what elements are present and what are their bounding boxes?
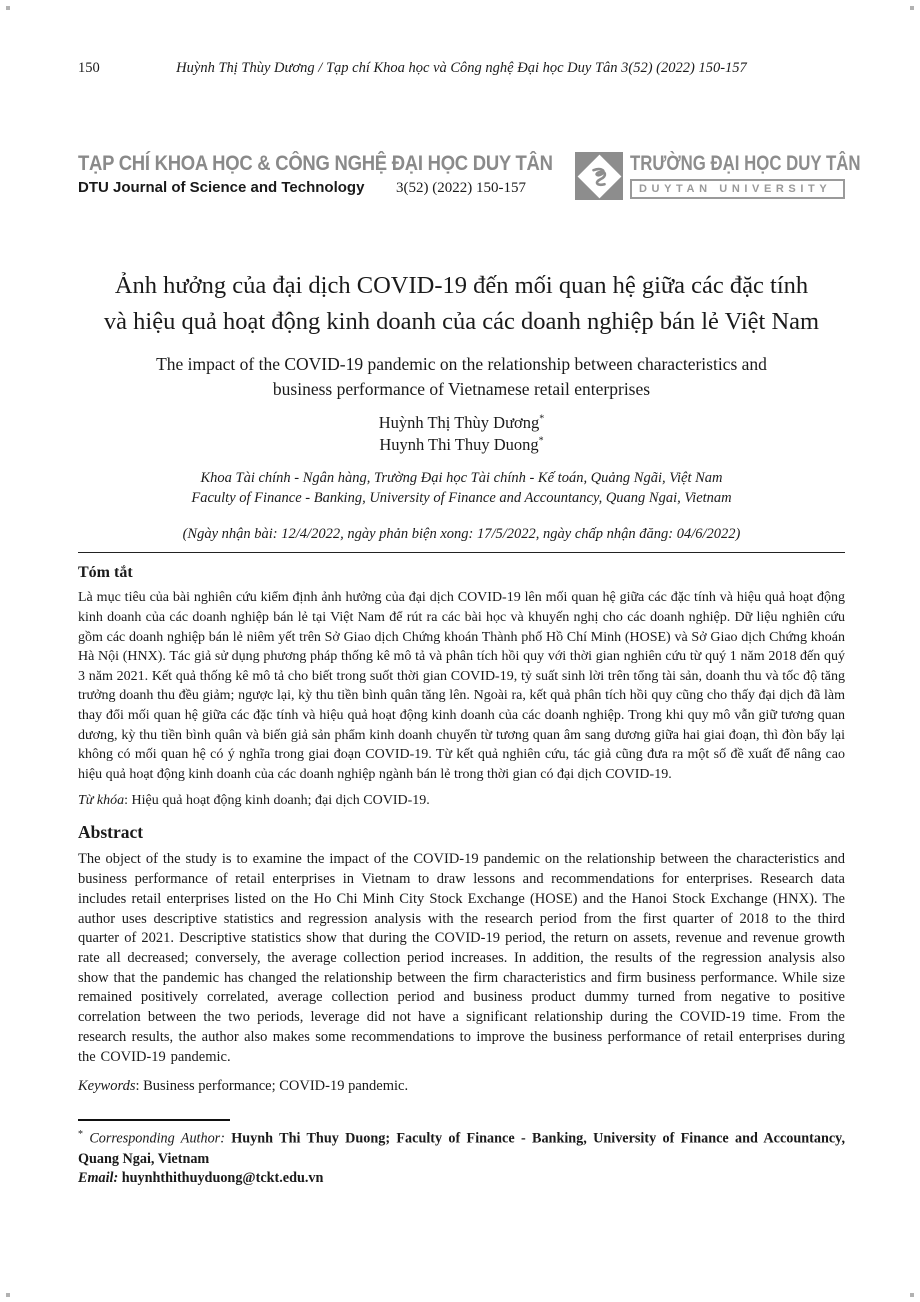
- article-title-vn: [78, 268, 845, 339]
- keywords-text: : Business performance; COVID-19 pandemic.: [135, 1078, 409, 1095]
- article-title-en: [78, 352, 845, 403]
- author-asterisk: *: [539, 413, 545, 425]
- author-asterisk: *: [538, 435, 544, 447]
- journal-name-vn: TẠP CHÍ KHOA HỌC & CÔNG NGHỆ ĐẠI HỌC DUY TÂN: [78, 152, 553, 175]
- dates-line: (Ngày nhận bài: 12/4/2022, ngày phản biện xong: 17/5/2022, ngày chấp nhận đăng: 04/6/2022): [182, 526, 741, 543]
- dtu-logo-monogram: [587, 164, 611, 188]
- article-title-en-line1: The impact of the COVID-19 pandemic on the relationship between characteristics and: [156, 354, 767, 375]
- abstract-body: The object of the study is to examine the impact of the COVID-19 pandemic on the relationship between the characteristics and business performance of retail enterprises in Vietnam to draw lessons and recommendations for enterprises. Research data includes retail enterprises listed on the Ho Chi Minh City Stock Exchange (HOSE) and the Hanoi Stock Exchange (HNX). The author uses descriptive statistics and regression analysis with the research period from the first quarter of 2018 to the third quarter of 2021. Descriptive statistics show that during the COVID-19 period, the return on assets, revenue and revenue growth rate all decreased; conversely, the average collection period increases. In addition, the results of the regression analysis also show that the pandemic has changed the relationship between the firm characteristics and firm business performance. While size remained positively correlated, average collection period and business product dummy turned from negative to positive correlation between the two periods, leverage did not have a significant relationship during the COVID-19 time. From the research results, the author also makes some recommendations to improve the business performance of retail enterprises during the COVID-19 pandemic.: [78, 851, 845, 1065]
- article-title-en-line2: business performance of Vietnamese retail enterprises: [272, 379, 651, 400]
- running-header: [78, 60, 845, 80]
- university-name-box: DUYTAN UNIVERSITY: [630, 179, 845, 199]
- footnote: [78, 1128, 845, 1189]
- university-name-block: [630, 152, 861, 199]
- author-name-en: Huynh Thi Thuy Duong*: [379, 435, 544, 455]
- abstract-heading: Abstract: [78, 822, 144, 843]
- article-title-vn-line1: Ảnh hưởng của đại dịch COVID-19 đến mối quan hệ giữa các đặc tính: [114, 272, 809, 299]
- email-label: Email:: [78, 1170, 119, 1187]
- page-number: 150: [78, 60, 100, 76]
- scan-artifact: [910, 1293, 914, 1297]
- university-name: TRƯỜNG ĐẠI HỌC DUY TÂN: [630, 152, 861, 175]
- journal-name-en: DTU Journal of Science and Technology: [78, 179, 365, 196]
- journal-subline: [78, 179, 526, 197]
- email-value: huynhthithuyduong@tckt.edu.vn: [121, 1170, 324, 1187]
- header-rule: [78, 552, 845, 553]
- scan-artifact: [6, 1293, 10, 1297]
- author-name-vn: Huỳnh Thị Thùy Dương*: [378, 412, 545, 432]
- article-title-vn-line2: và hiệu quả hoạt động kinh doanh của các doanh nghiệp bán lẻ Việt Nam: [103, 307, 820, 335]
- dtu-logo-icon: [575, 152, 623, 200]
- keywords-label: Keywords: [78, 1078, 136, 1095]
- journal-name-block: [78, 152, 553, 197]
- tomtat-body: Là mục tiêu của bài nghiên cứu kiểm định ảnh hưởng của đại dịch COVID-19 lên mối quan hệ giữa các đặc tính và hiệu quả hoạt động kinh doanh của các doanh nghiệp bán lẻ tại Việt Nam để rút ra các bài học và khuyến nghị cho các doanh nghiệp. Dữ liệu nghiên cứu gồm các doanh nghiệp bán lẻ niêm yết trên Sở Giao dịch Chứng khoán Thành phố Hồ Chí Minh (HOSE) và Sở Giao dịch Chứng khoán Hà Nội (HNX). Tác giả sử dụng phương pháp thống kê mô tả và phân tích hồi quy với thời gian nghiên cứu từ quý 1 năm 2018 đến quý 3 năm 2021. Kết quả thống kê mô tả cho biết trong suốt thời gian COVID-19, tỷ suất sinh lời trên tổng tài sản, doanh thu và tốc độ tăng trưởng doanh thu đều giảm; ngược lại, kỳ thu tiền bình quân tăng lên. Ngoài ra, kết quả phân tích hồi quy cũng cho thấy đại dịch đã làm thay đổi mối quan hệ giữa các đặc tính và hiệu quả hoạt động kinh doanh của các doanh nghiệp. Trong khi quy mô vẫn giữ tương quan dương, kỳ thu tiền bình quân và biến giả sản phẩm kinh doanh chuyển từ tương quan âm sang dương giữa hai giai đoạn, thì đòn bẩy lại không có mối quan hệ có ý nghĩa trong giai đoạn COVID-19. Từ kết quả nghiên cứu, tác giả cũng đưa ra một số đề xuất để nâng cao hiệu quả hoạt động kinh doanh của các doanh nghiệp ngành bán lẻ trong thời gian có đại dịch COVID-19.: [78, 590, 845, 782]
- university-logo-block: [575, 152, 861, 200]
- issue-info: 3(52) (2022) 150-157: [396, 180, 526, 196]
- footnote-marker: *: [78, 1129, 83, 1141]
- footnote-label: Corresponding Author:: [89, 1131, 225, 1148]
- affiliation-block: [78, 469, 845, 508]
- dtu-logo-diamond: [577, 154, 621, 198]
- tomtat-heading: Tóm tắt: [78, 564, 133, 582]
- affiliation-en: Faculty of Finance - Banking, University of Finance and Accountancy, Quang Ngai, Vietnam: [191, 489, 732, 506]
- running-title: Huỳnh Thị Thùy Dương / Tạp chí Khoa học và Công nghệ Đại học Duy Tân 3(52) (2022) 150-157: [176, 60, 747, 76]
- footnote-email-line: [78, 1169, 845, 1189]
- footnote-text: Huynh Thi Thuy Duong; Faculty of Finance - Banking, University of Finance and Accountancy, Quang Ngai, Vietnam: [78, 1131, 846, 1167]
- author-list: [78, 412, 845, 457]
- affiliation-vn: Khoa Tài chính - Ngân hàng, Trường Đại học Tài chính - Kế toán, Quảng Ngãi, Việt Nam: [200, 470, 723, 487]
- keywords-line: [78, 1078, 845, 1095]
- tukhoa-line: [78, 793, 845, 809]
- journal-masthead: [78, 152, 861, 200]
- tukhoa-text: : Hiệu quả hoạt động kinh doanh; đại dịch COVID-19.: [124, 793, 430, 809]
- footnote-rule: [78, 1119, 230, 1121]
- tukhoa-label: Từ khóa: [78, 793, 125, 809]
- footnote-line1: [78, 1128, 845, 1169]
